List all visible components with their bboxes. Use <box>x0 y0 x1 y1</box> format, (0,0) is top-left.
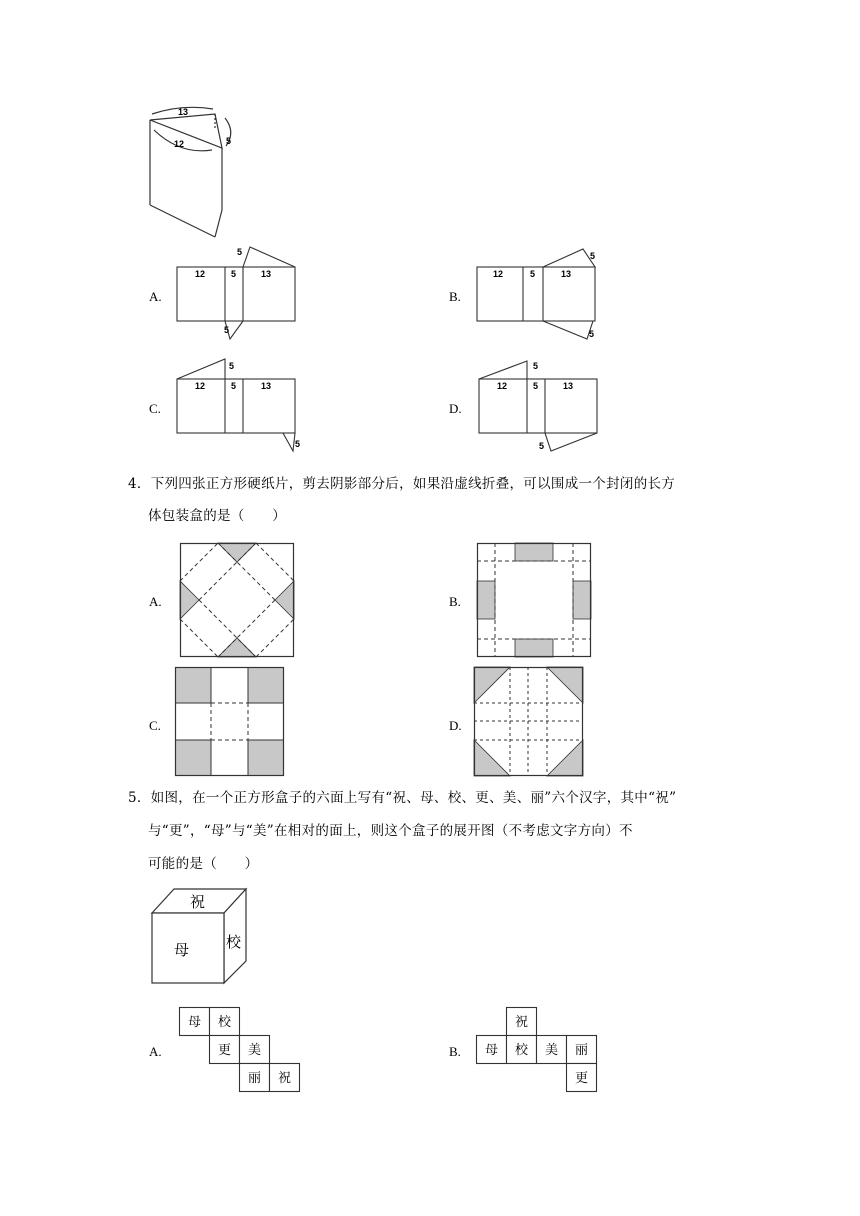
q3c-label-5-bottom: 5 <box>295 439 301 449</box>
q4-number: 4． <box>128 476 151 492</box>
q5b-cell-3: 美 <box>545 1043 559 1058</box>
q3-option-d-letter[interactable]: D. <box>449 401 462 416</box>
q5-line2: 与“更”，“母”与“美”在相对的面上，则这个盒子的展开图（不考虑文字方向）不 <box>148 823 633 839</box>
q3a-label-5-bottom: 5 <box>224 325 230 335</box>
q3b-label-5: 5 <box>530 269 536 279</box>
q3b-label-5-bottom: 5 <box>589 329 595 339</box>
q5b-cell-4: 丽 <box>575 1043 589 1058</box>
q3a-label-5-top: 5 <box>237 247 243 257</box>
q3c-label-5: 5 <box>231 381 237 391</box>
q3d-label-5-bottom: 5 <box>539 441 545 451</box>
cube-right-char: 校 <box>226 933 242 951</box>
q3a-label-12: 12 <box>195 269 206 279</box>
q4-question <box>128 475 748 493</box>
q3a-label-13: 13 <box>261 269 272 279</box>
q5a-cell-3: 更 <box>218 1043 232 1058</box>
q3-option-b-net[interactable] <box>475 243 605 343</box>
prism-figure <box>140 100 250 240</box>
q4-option-a-figure[interactable] <box>180 543 294 657</box>
q5-number: 5． <box>128 790 151 806</box>
q3d-label-5: 5 <box>533 381 539 391</box>
q3d-label-13: 13 <box>563 381 574 391</box>
q3-option-d-net[interactable] <box>475 355 605 455</box>
q5a-cell-2: 校 <box>218 1015 232 1030</box>
q5-cube-figure <box>150 887 250 987</box>
prism-label-12: 12 <box>174 139 185 149</box>
q3c-label-12: 12 <box>195 381 206 391</box>
q3-option-b-letter[interactable]: B. <box>449 289 461 304</box>
q5a-cell-1: 母 <box>188 1015 202 1030</box>
q5-question-cont <box>148 822 748 840</box>
cube-top-char: 祝 <box>190 893 206 911</box>
q5-option-a-net[interactable] <box>179 1007 301 1095</box>
q4-option-d-figure[interactable] <box>474 667 583 776</box>
q3-option-c-letter[interactable]: C. <box>149 401 161 416</box>
q3c-label-5-top: 5 <box>229 361 235 371</box>
q3-option-c-net[interactable] <box>175 355 305 455</box>
q5-question <box>128 789 748 807</box>
q4-option-b-figure[interactable] <box>477 543 591 657</box>
q4-line1: 下列四张正方形硬纸片，剪去阴影部分后，如果沿虚线折叠，可以围成一个封闭的长方 <box>150 476 676 492</box>
q4-option-c-letter[interactable]: C. <box>149 718 161 733</box>
q5b-cell-2: 校 <box>515 1043 529 1058</box>
q3d-label-5-top: 5 <box>533 361 539 371</box>
q4-option-c-figure[interactable] <box>175 667 284 776</box>
prism-label-5: 5 <box>226 136 232 146</box>
q4-option-b-letter[interactable]: B. <box>449 594 461 609</box>
q4-question-cont <box>148 507 748 525</box>
q5-line1: 如图，在一个正方形盒子的六面上写有“祝、母、校、更、美、丽”六个汉字，其中“祝” <box>150 790 677 806</box>
q5b-cell-1: 母 <box>485 1043 499 1058</box>
q3d-label-12: 12 <box>497 381 508 391</box>
q3b-label-13: 13 <box>561 269 572 279</box>
prism-label-13: 13 <box>178 107 189 117</box>
q5a-cell-4: 美 <box>248 1043 262 1058</box>
q4-option-d-letter[interactable]: D. <box>449 718 462 733</box>
q5-option-a-letter[interactable]: A. <box>149 1044 162 1059</box>
q3-option-a-letter[interactable]: A. <box>149 289 162 304</box>
q5-line3: 可能的是（ ） <box>148 856 259 872</box>
q4-option-a-letter[interactable]: A. <box>149 594 162 609</box>
q5b-cell-bottom: 更 <box>575 1071 589 1086</box>
q3b-label-12: 12 <box>493 269 504 279</box>
q3-option-a-net[interactable] <box>175 243 305 343</box>
q3b-label-5-top: 5 <box>590 251 596 261</box>
q5a-cell-6: 祝 <box>278 1071 292 1086</box>
cube-front-char: 母 <box>174 941 190 959</box>
q5-option-b-letter[interactable]: B. <box>449 1044 461 1059</box>
q5a-cell-5: 丽 <box>248 1071 262 1086</box>
q3c-label-13: 13 <box>261 381 272 391</box>
q4-line2: 体包装盒的是（ ） <box>148 508 286 524</box>
q5-question-cont2 <box>148 855 748 873</box>
q3a-label-5: 5 <box>231 269 237 279</box>
q5b-cell-top: 祝 <box>515 1015 529 1030</box>
q5-option-b-net[interactable] <box>476 1007 598 1095</box>
